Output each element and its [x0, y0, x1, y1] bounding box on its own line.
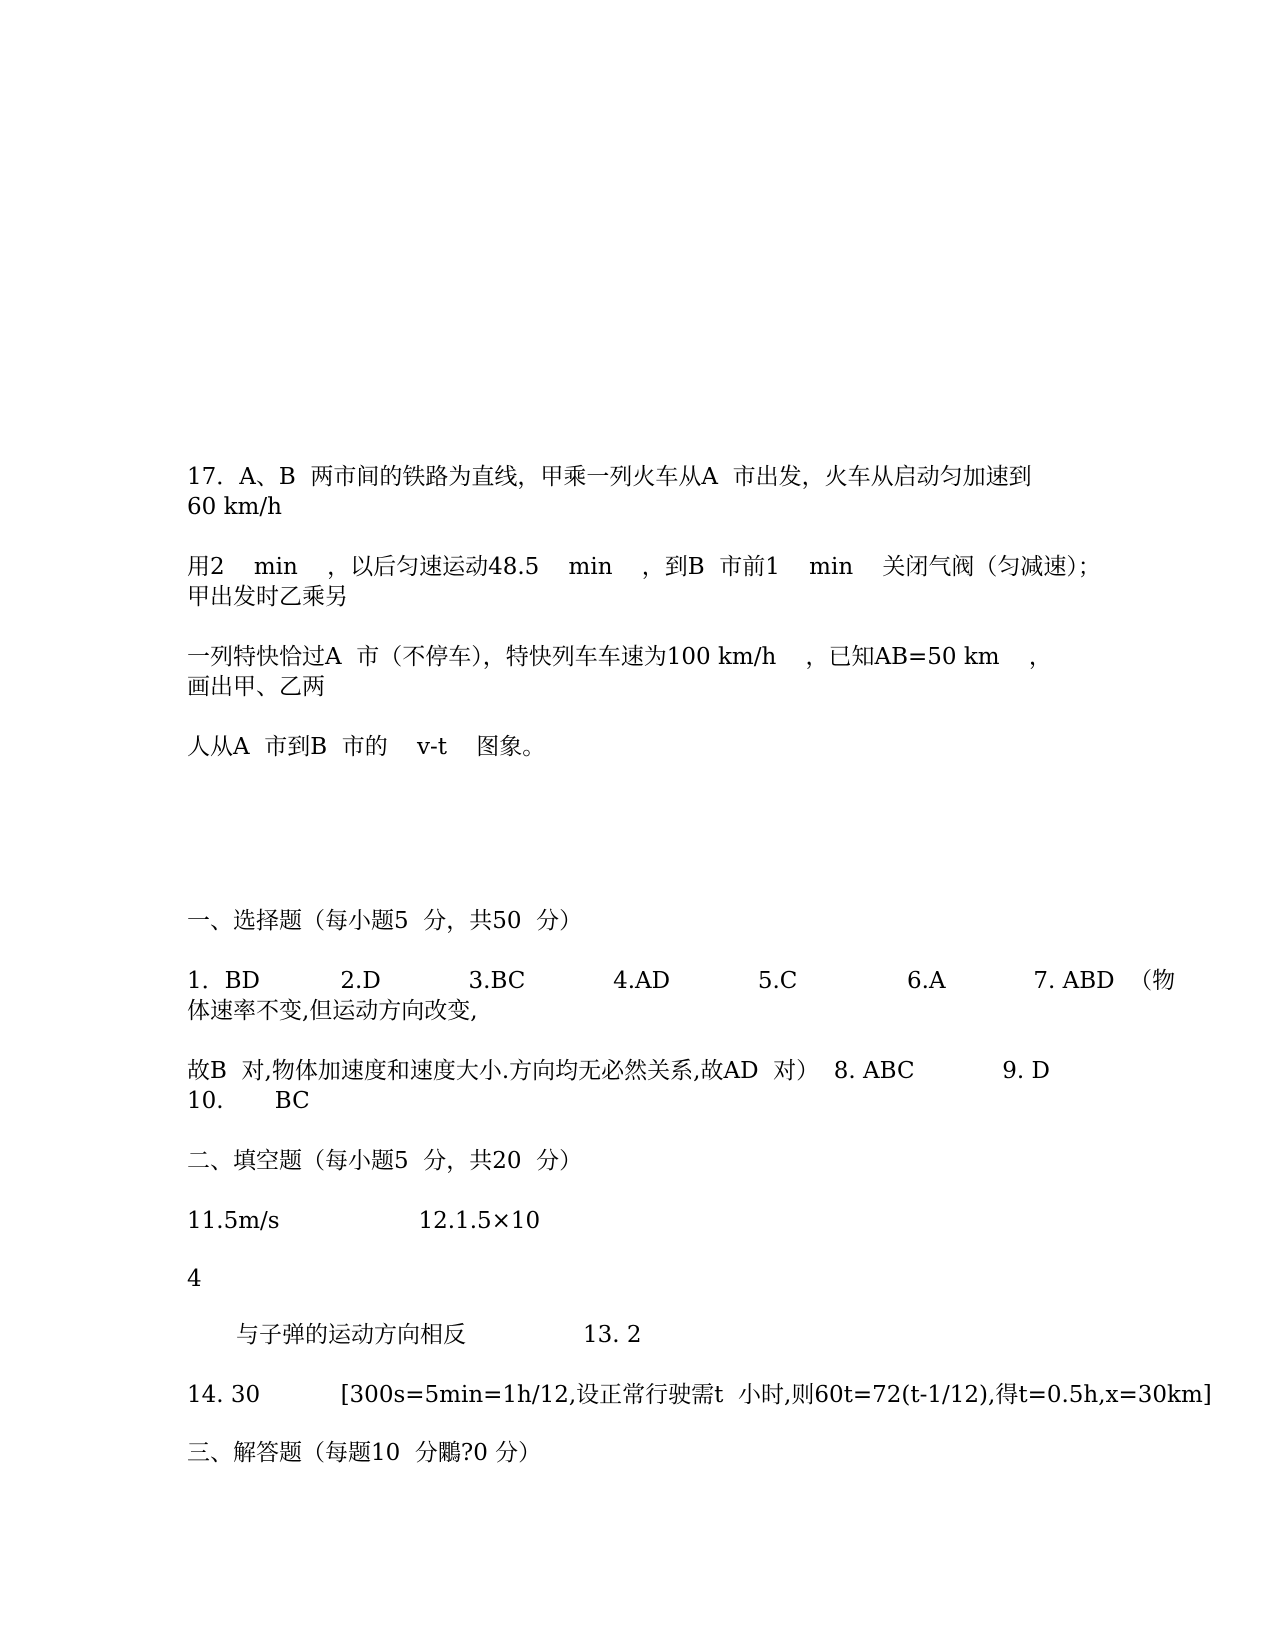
- section-2-answers-line-2: 4: [187, 1266, 202, 1292]
- section-2-title: 二、填空题（每小题5 分，共20 分）: [187, 1148, 583, 1174]
- section-1-answers-line-1: 1．BD 2.D 3.BC 4.AD 5.C 6.A 7. ABD （物: [187, 968, 1176, 994]
- section-1-title: 一、选择题（每小题5 分，共50 分）: [187, 908, 583, 934]
- problem17-line-3: 用2 min ，以后匀速运动48.5 min ，到B 市前1 min 关闭气阀（匀减速）；: [187, 554, 1101, 580]
- problem17-line-5: 一列特快恰过A 市（不停车），特快列车车速为100 km/h ，已知AB=50 km ，: [187, 644, 1052, 670]
- problem17-line-7: 人从A 市到B 市的 v-t 图象。: [187, 734, 546, 760]
- problem17-line-1: 17．A、B 两市间的铁路为直线，甲乘一列火车从A 市出发，火车从启动匀加速到: [187, 464, 1032, 490]
- section-2-answers-line-3: 与子弹的运动方向相反 13. 2: [236, 1322, 642, 1348]
- section-2-answers-line-1: 11.5m/s 12.1.5×10: [187, 1208, 541, 1234]
- problem17-line-6: 画出甲、乙两: [187, 674, 325, 700]
- problem17-line-2: 60 km/h: [187, 494, 282, 520]
- section-2-answers-line-4: 14. 30 [300s=5min=1h/12,设正常行驶需t 小时,则60t=72(t-1/12),得t=0.5h,x=30km]: [187, 1382, 1212, 1408]
- section-1-answers-line-2: 体速率不变,但运动方向改变,: [187, 998, 478, 1024]
- problem17-line-4: 甲出发时乙乘另: [187, 584, 348, 610]
- section-1-answers-line-4: 10. BC: [187, 1088, 310, 1114]
- section-3-title: 三、解答题（每题10 分鷴?0 分）: [187, 1440, 542, 1466]
- section-1-answers-line-3: 故B 对,物体加速度和速度大小.方向均无必然关系,故AD 对） 8. ABC 9. D: [187, 1058, 1050, 1084]
